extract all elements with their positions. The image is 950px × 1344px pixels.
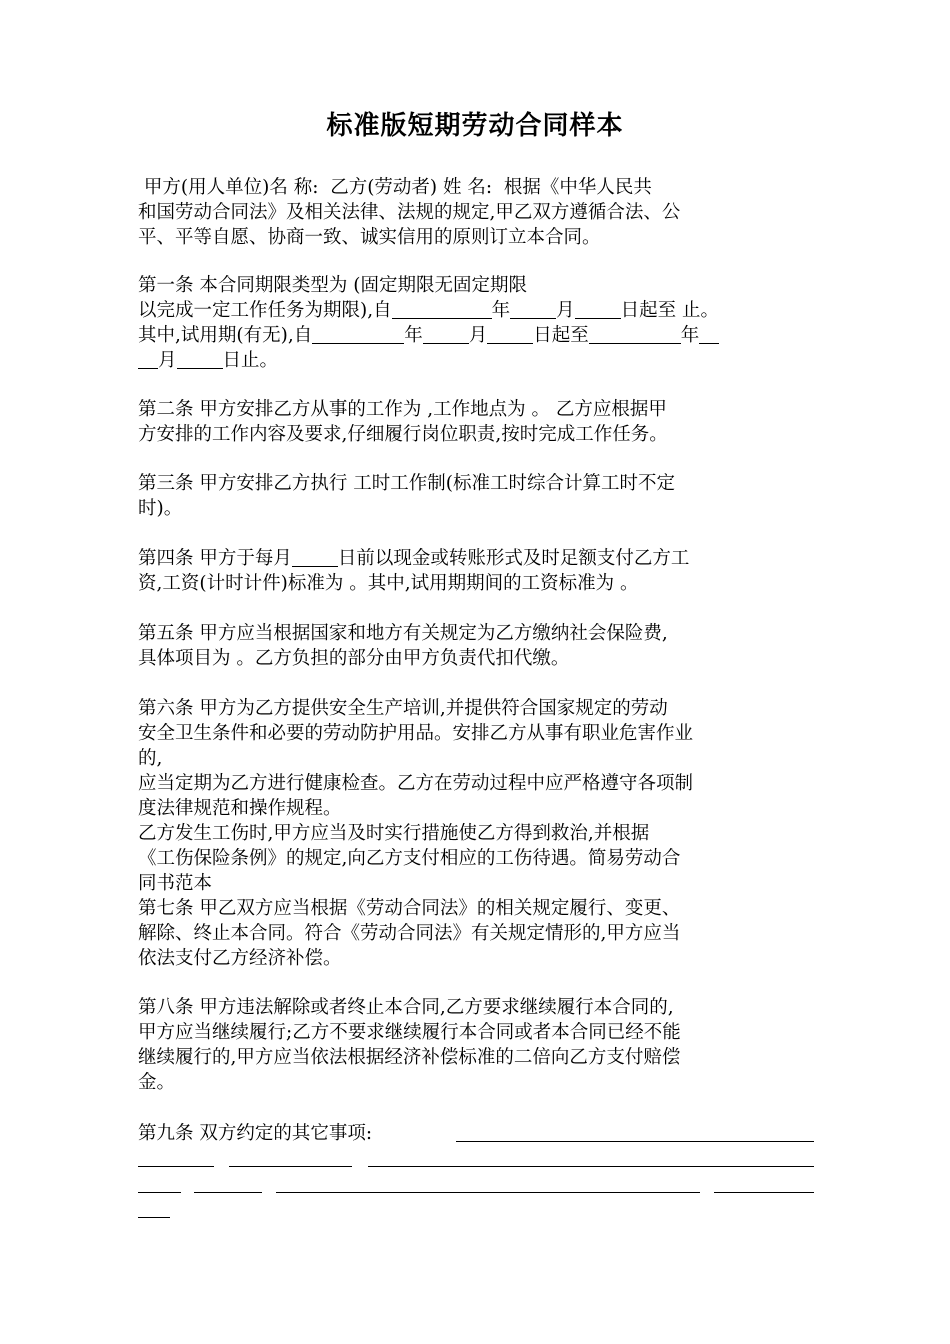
article-6-line: 安全卫生条件和必要的劳动防护用品。安排乙方从事有职业危害作业 [138,723,694,744]
article-1-text: 日起至 止。 [620,300,720,321]
article-4-line: 资,工资(计时计件)标准为 。其中,试用期期间的工资标准为 。 [138,573,639,594]
article-2-line: 方安排的工作内容及要求,仔细履行岗位职责,按时完成工作任务。 [138,424,668,445]
preamble-line: 和国劳动合同法》及相关法律、法规的规定,甲乙双方遵循合法、公 [138,202,681,223]
payday-blank[interactable] [292,548,338,567]
article-8-line: 第八条 甲方违法解除或者终止本合同,乙方要求继续履行本合同的, [138,997,674,1018]
article-9-label: 第九条 双方约定的其它事项: [138,1123,373,1144]
article-8-line: 继续履行的,甲方应当依法根据经济补偿标准的二倍向乙方支付赔偿 [138,1047,681,1068]
article-5-line: 第五条 甲方应当根据国家和地方有关规定为乙方缴纳社会保险费, [138,623,668,644]
article-4-text: 第四条 甲方于每月 [138,548,292,569]
month-blank[interactable] [510,300,556,319]
article-7-line: 解除、终止本合同。符合《劳动合同法》有关规定情形的,甲方应当 [138,923,681,944]
article-8-line: 甲方应当继续履行;乙方不要求继续履行本合同或者本合同已经不能 [138,1022,681,1043]
article-8-line: 金。 [138,1072,176,1093]
article-3-line: 第三条 甲方安排乙方执行 工时工作制(标准工时综合计算工时不定 [138,473,675,494]
article-1-text: 日止。 [222,350,279,371]
year-blank[interactable] [589,325,681,344]
article-1-text: 月 [556,300,575,321]
article-6-line: 的, [138,748,163,769]
article-1-text: 年 [491,300,511,321]
article-1-text: 以完成一定工作任务为期限),自 [138,300,392,321]
article-1-line: 第一条 本合同期限类型为 (固定期限无固定期限 [138,275,527,296]
article-6-line: 乙方发生工伤时,甲方应当及时实行措施使乙方得到救治,并根据 [138,823,650,844]
article-1-line [138,324,719,348]
other-matters-blank[interactable] [138,1197,170,1218]
article-2-line: 第二条 甲方安排乙方从事的工作为 ,工作地点为 。 乙方应根据甲 [138,399,667,420]
month-blank[interactable] [423,325,469,344]
article-4-line [138,547,689,571]
day-blank[interactable] [487,325,533,344]
day-blank[interactable] [177,350,223,369]
article-6-line: 同书范本 [138,873,213,894]
article-7-line: 第七条 甲乙双方应当根据《劳动合同法》的相关规定履行、变更、 [138,898,681,919]
article-6-line: 度法律规范和操作规程。 [138,798,342,819]
article-6-line: 第六条 甲方为乙方提供安全生产培训,并提供符合国家规定的劳动 [138,698,668,719]
other-matters-blank[interactable] [456,1119,814,1142]
month-blank[interactable] [138,350,158,369]
article-1-text: 其中,试用期(有无),自 [138,325,313,346]
article-6-line: 应当定期为乙方进行健康检查。乙方在劳动过程中应严格遵守各项制 [138,773,694,794]
article-1-text: 月 [158,350,177,371]
month-blank[interactable] [699,325,719,344]
other-matters-blank[interactable] [714,1172,814,1193]
other-matters-blank[interactable] [194,1172,262,1193]
article-1-text: 年 [404,325,423,346]
day-blank[interactable] [575,300,621,319]
other-matters-blank[interactable] [229,1146,352,1167]
preamble-line: 平、平等自愿、协商一致、诚实信用的原则订立本合同。 [138,227,601,248]
article-1-line [138,349,278,373]
other-matters-blank[interactable] [138,1146,214,1167]
article-4-text: 日前以现金或转账形式及时足额支付乙方工 [337,548,690,569]
article-7-line: 依法支付乙方经济补偿。 [138,948,342,969]
article-5-line: 具体项目为 。乙方负担的部分由甲方负责代扣代缴。 [138,648,570,669]
article-3-line: 时)。 [138,498,183,519]
article-1-text: 年 [680,325,700,346]
article-6-line: 《工伤保险条例》的规定,向乙方支付相应的工伤待遇。简易劳动合 [138,848,681,869]
preamble-line: 甲方(用人单位)名 称: 乙方(劳动者) 姓 名: 根据《中华人民共 [138,177,652,198]
document-title: 标准版短期劳动合同样本 [326,111,624,141]
year-blank[interactable] [312,325,404,344]
article-1-text: 日起至 [533,325,589,346]
other-matters-blank[interactable] [368,1146,814,1167]
other-matters-blank[interactable] [276,1172,700,1193]
article-1-line [138,299,719,323]
year-blank[interactable] [392,300,492,319]
article-1-text: 月 [468,325,488,346]
other-matters-blank[interactable] [138,1172,181,1193]
